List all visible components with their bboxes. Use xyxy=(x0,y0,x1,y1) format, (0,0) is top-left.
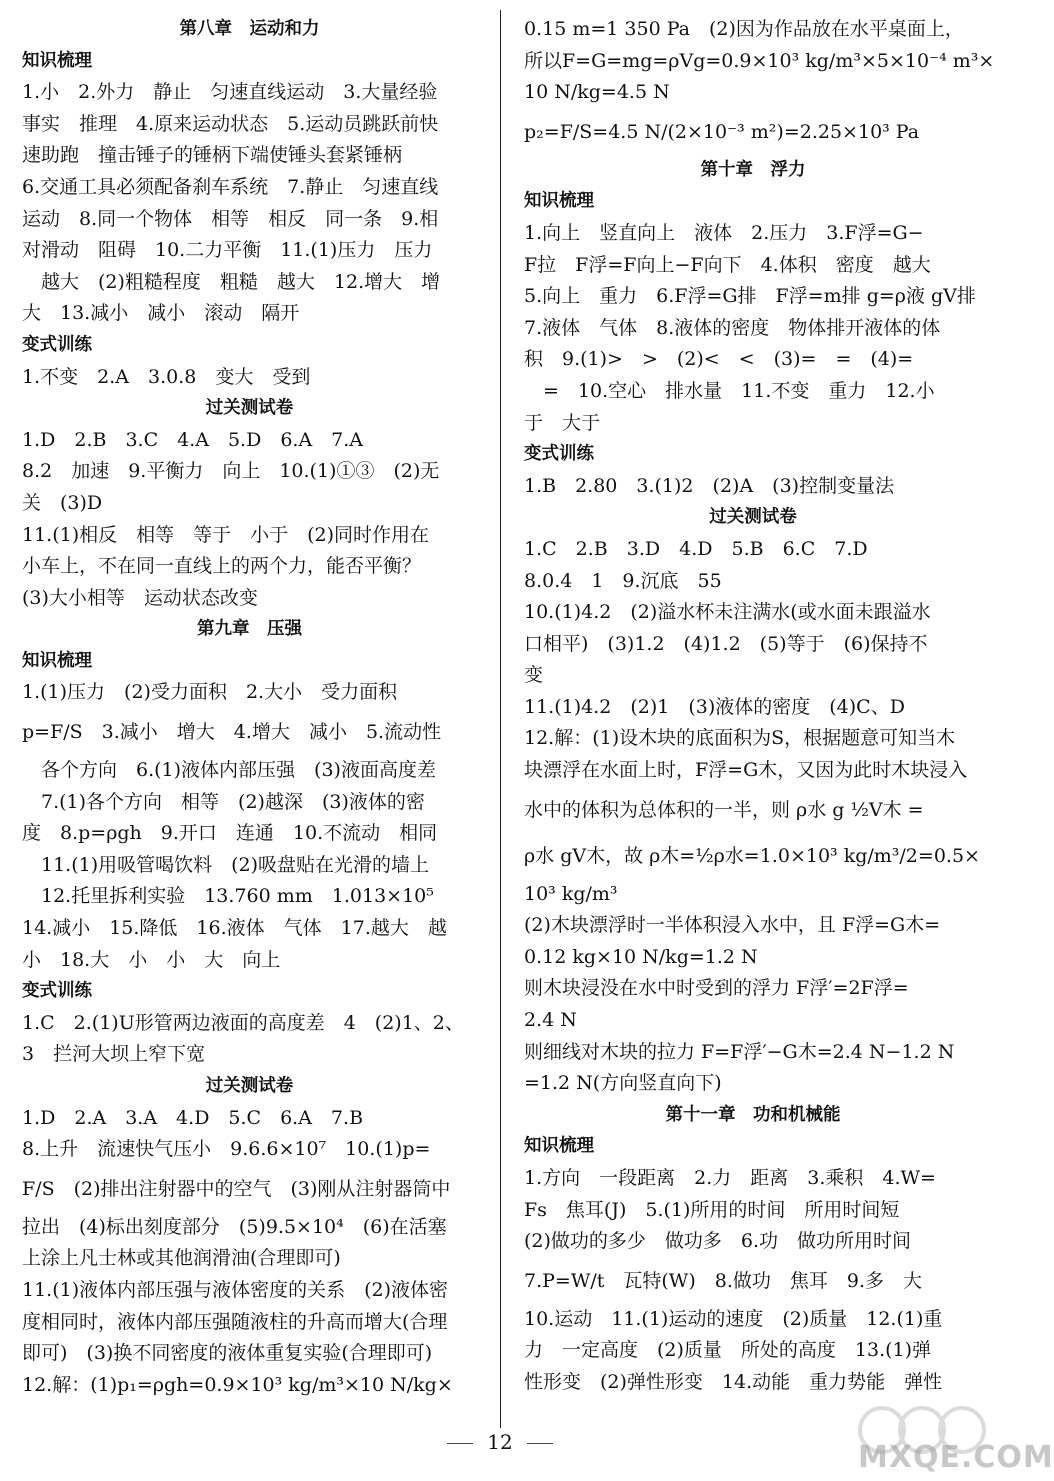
page-footer xyxy=(0,1430,1000,1454)
answer-line: 1.不变 2.A 3.0.8 变大 受到 xyxy=(22,365,311,388)
answer-line: 1.向上 竖直向上 液体 2.压力 3.F浮=G− xyxy=(524,221,924,244)
answer-line: 11.(1)相反 相等 等于 小于 (2)同时作用在 xyxy=(22,523,430,546)
answer-line: 变 xyxy=(524,664,544,687)
answer-line: = 10.空心 排水量 11.不变 重力 12.小 xyxy=(524,379,935,402)
answer-line: 7.P=W/t 瓦特(W) 8.做功 焦耳 9.多 大 xyxy=(524,1269,923,1292)
answer-line: 12.解：(1)设木块的底面积为S，根据题意可知当木 xyxy=(524,727,956,750)
answer-line: 7.液体 气体 8.液体的密度 物体排开液体的体 xyxy=(524,316,941,339)
answer-line: 1.D 2.A 3.A 4.D 5.C 6.A 7.B xyxy=(22,1106,364,1129)
answer-line: 各个方向 6.(1)液体内部压强 (3)液面高度差 xyxy=(22,759,436,782)
answer-line: 10.(1)4.2 (2)溢水杯未注满水(或水面未跟溢水 xyxy=(524,601,931,624)
answer-line: 上涂上凡士林或其他润滑油(合理即可) xyxy=(22,1247,341,1270)
answer-line: 1.D 2.B 3.C 4.A 5.D 6.A 7.A xyxy=(22,428,364,451)
answer-line: 块漂浮在水面上时，F浮=G木，又因为此时木块浸入 xyxy=(524,759,968,782)
answer-line: 10 N/kg=4.5 N xyxy=(524,81,670,104)
watermark-text: MXQE.COM xyxy=(858,1440,1054,1475)
answer-line: 1.方向 一段距离 2.力 距离 3.乘积 4.W= xyxy=(524,1167,936,1189)
answer-line: 积 9.(1)> > (2)< < (3)= = (4)= xyxy=(524,348,914,371)
answer-line: 即可) (3)换不同密度的液体重复实验(合理即可) xyxy=(22,1342,433,1365)
section-title: 知识梳理 xyxy=(524,1136,594,1157)
answer-line: p₂=F/S=4.5 N/(2×10⁻³ m²)=2.25×10³ Pa xyxy=(524,120,920,143)
answer-line: 度 8.p=ρgh 9.开口 连通 10.不流动 相同 xyxy=(22,822,438,845)
section-title: 知识梳理 xyxy=(22,650,92,671)
chapter-heading: 过关测试卷 xyxy=(205,398,294,419)
section-title: 知识梳理 xyxy=(22,50,92,71)
answer-line: 1.(1)压力 (2)受力面积 2.大小 受力面积 xyxy=(22,681,398,704)
answer-line: 性形变 (2)弹性形变 14.动能 重力势能 弹性 xyxy=(524,1370,943,1393)
answer-line: 则木块浸没在水中时受到的浮力 F浮′=2F浮= xyxy=(524,977,909,1000)
left-column xyxy=(22,14,477,1401)
answer-line: 小 18.大 小 小 大 向上 xyxy=(22,948,281,971)
chapter-heading: 第十章 浮力 xyxy=(700,159,806,180)
answer-line: 7.(1)各个方向 相等 (2)越深 (3)液体的密 xyxy=(22,790,425,813)
answer-line: (2)做功的多少 做功多 6.功 做功所用时间 xyxy=(524,1230,912,1253)
column-divider xyxy=(500,10,501,1428)
answer-line: =1.2 N(方向竖直向下) xyxy=(524,1072,722,1095)
footer-dash-left xyxy=(447,1443,473,1444)
answer-line: 1.小 2.外力 静止 匀速直线运动 3.大量经验 xyxy=(22,81,438,104)
footer-dash-right xyxy=(527,1443,553,1444)
answer-line: 3 拦河大坝上窄下宽 xyxy=(22,1043,206,1066)
answer-line: 则细线对木块的拉力 F=F浮′−G木=2.4 N−1.2 N xyxy=(524,1040,955,1063)
answer-line: 6.交通工具必须配备刹车系统 7.静止 匀速直线 xyxy=(22,175,439,198)
answer-line: 口相平) (3)1.2 (4)1.2 (5)等于 (6)保持不 xyxy=(524,632,928,655)
answer-line: 度相同时，液体内部压强随液柱的升高而增大(合理 xyxy=(22,1310,448,1333)
answer-line: 力 一定高度 (2)质量 所处的高度 13.(1)弹 xyxy=(524,1339,932,1362)
answer-line: 14.减小 15.降低 16.液体 气体 17.越大 越 xyxy=(22,917,447,940)
answer-line: 11.(1)用吸管喝饮料 (2)吸盘贴在光滑的墙上 xyxy=(22,853,430,876)
answer-line: 运动 8.同一个物体 相等 相反 同一条 9.相 xyxy=(22,207,439,230)
answer-line: 12.解：(1)p₁=ρgh=0.9×10³ kg/m³×10 N/kg× xyxy=(22,1373,453,1396)
answer-line: 12.托里拆利实验 13.760 mm 1.013×10⁵ xyxy=(22,885,434,908)
answer-line: 小车上，不在同一直线上的两个力，能否平衡？ xyxy=(22,555,422,578)
answer-line: (3)大小相等 运动状态改变 xyxy=(22,586,258,609)
answer-line: p=F/S 3.减小 增大 4.增大 减小 5.流动性 xyxy=(22,721,442,744)
answer-line: 5.向上 重力 6.F浮=G排 F浮=m排 g=ρ液 gV排 xyxy=(524,285,976,308)
answer-line: 0.15 m=1 350 Pa (2)因为作品放在水平桌面上， xyxy=(524,18,964,40)
section-title: 变式训练 xyxy=(524,444,594,465)
answer-line: 拉出 (4)标出刻度部分 (5)9.5×10⁴ (6)在活塞 xyxy=(22,1215,447,1238)
answer-line: 10.运动 11.(1)运动的速度 (2)质量 12.(1)重 xyxy=(524,1307,943,1330)
answer-line: 于 大于 xyxy=(524,411,601,434)
section-title: 变式训练 xyxy=(22,334,92,355)
answer-line: 11.(1)4.2 (2)1 (3)液体的密度 (4)C、D xyxy=(524,695,905,718)
answer-line: ρ水 gV木，故 ρ木=½ρ水=1.0×10³ kg/m³/2=0.5× xyxy=(524,844,980,867)
chapter-heading: 第十一章 功和机械能 xyxy=(665,1104,841,1125)
section-title: 变式训练 xyxy=(22,981,92,1002)
answer-line: 事实 推理 4.原来运动状态 5.运动员跳跃前快 xyxy=(22,112,439,135)
answer-line: 大 13.减小 减小 滚动 隔开 xyxy=(22,302,300,325)
answer-line: 对滑动 阻碍 10.二力平衡 11.(1)压力 压力 xyxy=(22,239,433,262)
answer-line: 所以F=G=mg=ρVg=0.9×10³ kg/m³×5×10⁻⁴ m³× xyxy=(524,49,995,72)
chapter-heading: 过关测试卷 xyxy=(709,507,797,528)
answer-line: 8.0.4 1 9.沉底 55 xyxy=(524,569,722,592)
answer-line: 8.上升 流速快气压小 9.6.6×10⁷ 10.(1)p= xyxy=(22,1138,431,1161)
answer-line: 速助跑 撞击锤子的锤柄下端使锤头套紧锤柄 xyxy=(22,144,403,167)
chapter-heading: 第九章 压强 xyxy=(197,619,302,640)
answer-line: (2)木块漂浮时一半体积浸入水中，且 F浮=G木= xyxy=(524,914,941,937)
chapter-heading: 第八章 运动和力 xyxy=(179,19,320,39)
answer-line: 1.B 2.80 3.(1)2 (2)A (3)控制变量法 xyxy=(524,474,895,497)
answer-line: Fs 焦耳(J) 5.(1)所用的时间 所用时间短 xyxy=(524,1198,900,1221)
answer-line: 2.4 N xyxy=(524,1009,577,1032)
answer-line: 10³ kg/m³ xyxy=(524,882,618,905)
chapter-heading: 过关测试卷 xyxy=(205,1076,294,1096)
answer-line: 关 (3)D xyxy=(22,491,103,514)
answer-line: 1.C 2.B 3.D 4.D 5.B 6.C 7.D xyxy=(524,537,868,560)
section-title: 知识梳理 xyxy=(524,191,594,212)
answer-line: 1.C 2.(1)U形管两边液面的高度差 4 (2)1、2、 xyxy=(22,1011,464,1034)
answer-line: 水中的体积为总体积的一半，则 ρ水 g ½V木 = xyxy=(524,798,924,821)
right-column xyxy=(524,14,995,1399)
answer-line: 越大 (2)粗糙程度 粗糙 越大 12.增大 增 xyxy=(22,270,441,293)
answer-line: 11.(1)液体内部压强与液体密度的关系 (2)液体密 xyxy=(22,1278,449,1301)
answer-line: 0.12 kg×10 N/kg=1.2 N xyxy=(524,945,758,968)
page-number: 12 xyxy=(487,1430,513,1454)
answer-line: F拉 F浮=F向上−F向下 4.体积 密度 越大 xyxy=(524,253,931,276)
answer-line: 8.2 加速 9.平衡力 向上 10.(1)①③ (2)无 xyxy=(22,460,440,483)
answer-line: F/S (2)排出注射器中的空气 (3)刚从注射器筒中 xyxy=(22,1177,451,1200)
